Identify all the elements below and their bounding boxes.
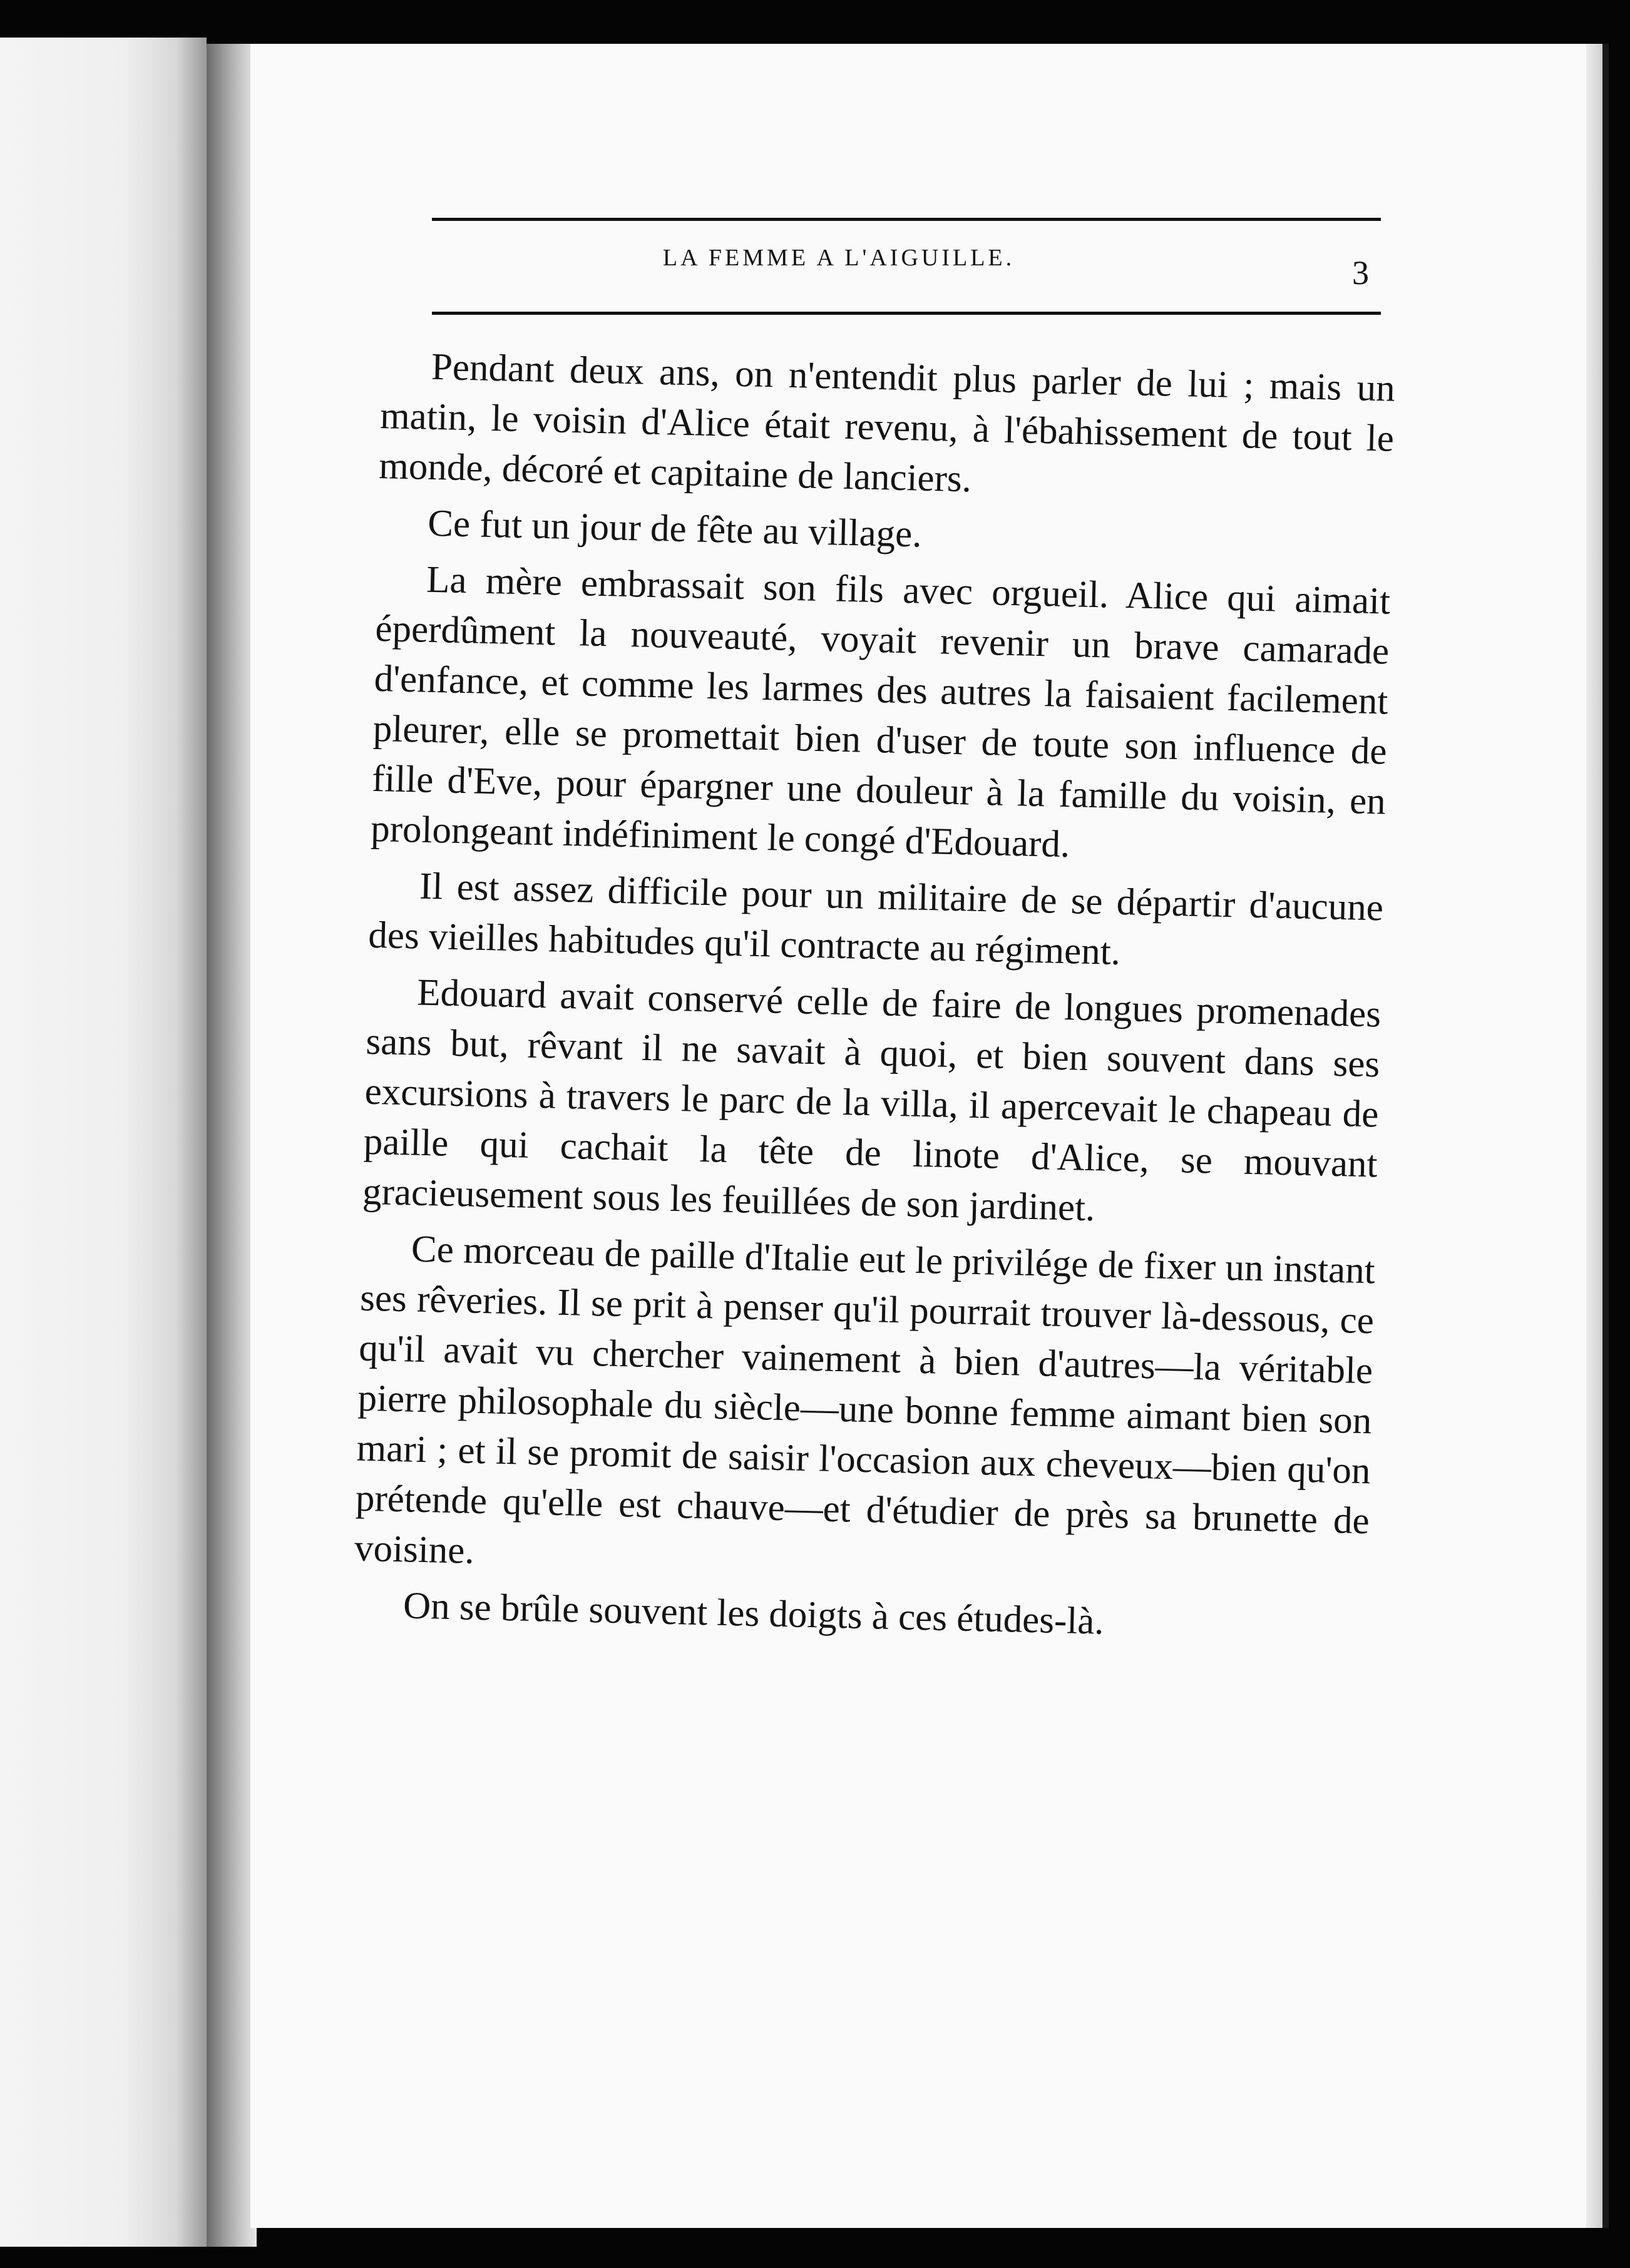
- body-text: [352, 341, 1396, 1659]
- page-number: 3: [1352, 254, 1369, 292]
- paragraph: Pendant deux ans, on n'entendit plus parler de lui ; mais un matin, le voisin d'Alice était revenu, à l'ébahissement de tout le monde, décoré et capitaine de lanciers.: [378, 345, 1396, 501]
- paragraph: On se brûle souvent les doigts à ces études-là.: [402, 1585, 1105, 1643]
- page-edge-shadow: [1586, 44, 1602, 2228]
- header-rule-bottom: [432, 312, 1381, 315]
- paragraph: Ce fut un jour de fête au village.: [427, 502, 923, 556]
- paragraph: Ce morceau de paille d'Italie eut le privilége de fixer un instant ses rêveries. Il se prit à penser qu'il pourrait trouver là-dessous, ce qu'il avait vu chercher vainement à bien d'autres—la véritable pierre philosophale du siècle—une bonne femme aimant bien son mari ; et il se promit de saisir l'occasion aux cheveux—bien qu'on prétende qu'elle est chauve—et d'étudier de près sa brunette de voisine.: [354, 1228, 1376, 1572]
- book-page: [250, 44, 1609, 2228]
- binding-gutter: [207, 44, 257, 2247]
- paragraph: Edouard avait conservé celle de faire de longues promenades sans but, rêvant il ne savait à quoi, et bien souvent dans ses excursions à travers le parc de la villa, il apercevait le chapeau de paille qui cachait la tête de linote d'Alice, se mouvant gracieusement sous les feuillées de son jardinet.: [362, 971, 1381, 1230]
- paragraph: Il est assez difficile pour un militaire de se départir d'aucune des vieilles habitudes qu'il contracte au régiment.: [367, 865, 1384, 974]
- running-title: LA FEMME A L'AIGUILLE.: [662, 245, 1015, 271]
- paragraph: La mère embrassait son fils avec orgueil. Alice qui aimait éperdûment la nouveauté, voyait revenir un brave camarade d'enfance, et comme les larmes des autres la faisaient facilement pleurer, elle se promettait bien d'user de toute son influence de fille d'Eve, pour épargner une douleur à la famille du voisin, en prolongeant indéfiniment le congé d'Edouard.: [370, 558, 1391, 866]
- header-rule-top: [432, 218, 1381, 221]
- facing-page-edge: [0, 38, 207, 2247]
